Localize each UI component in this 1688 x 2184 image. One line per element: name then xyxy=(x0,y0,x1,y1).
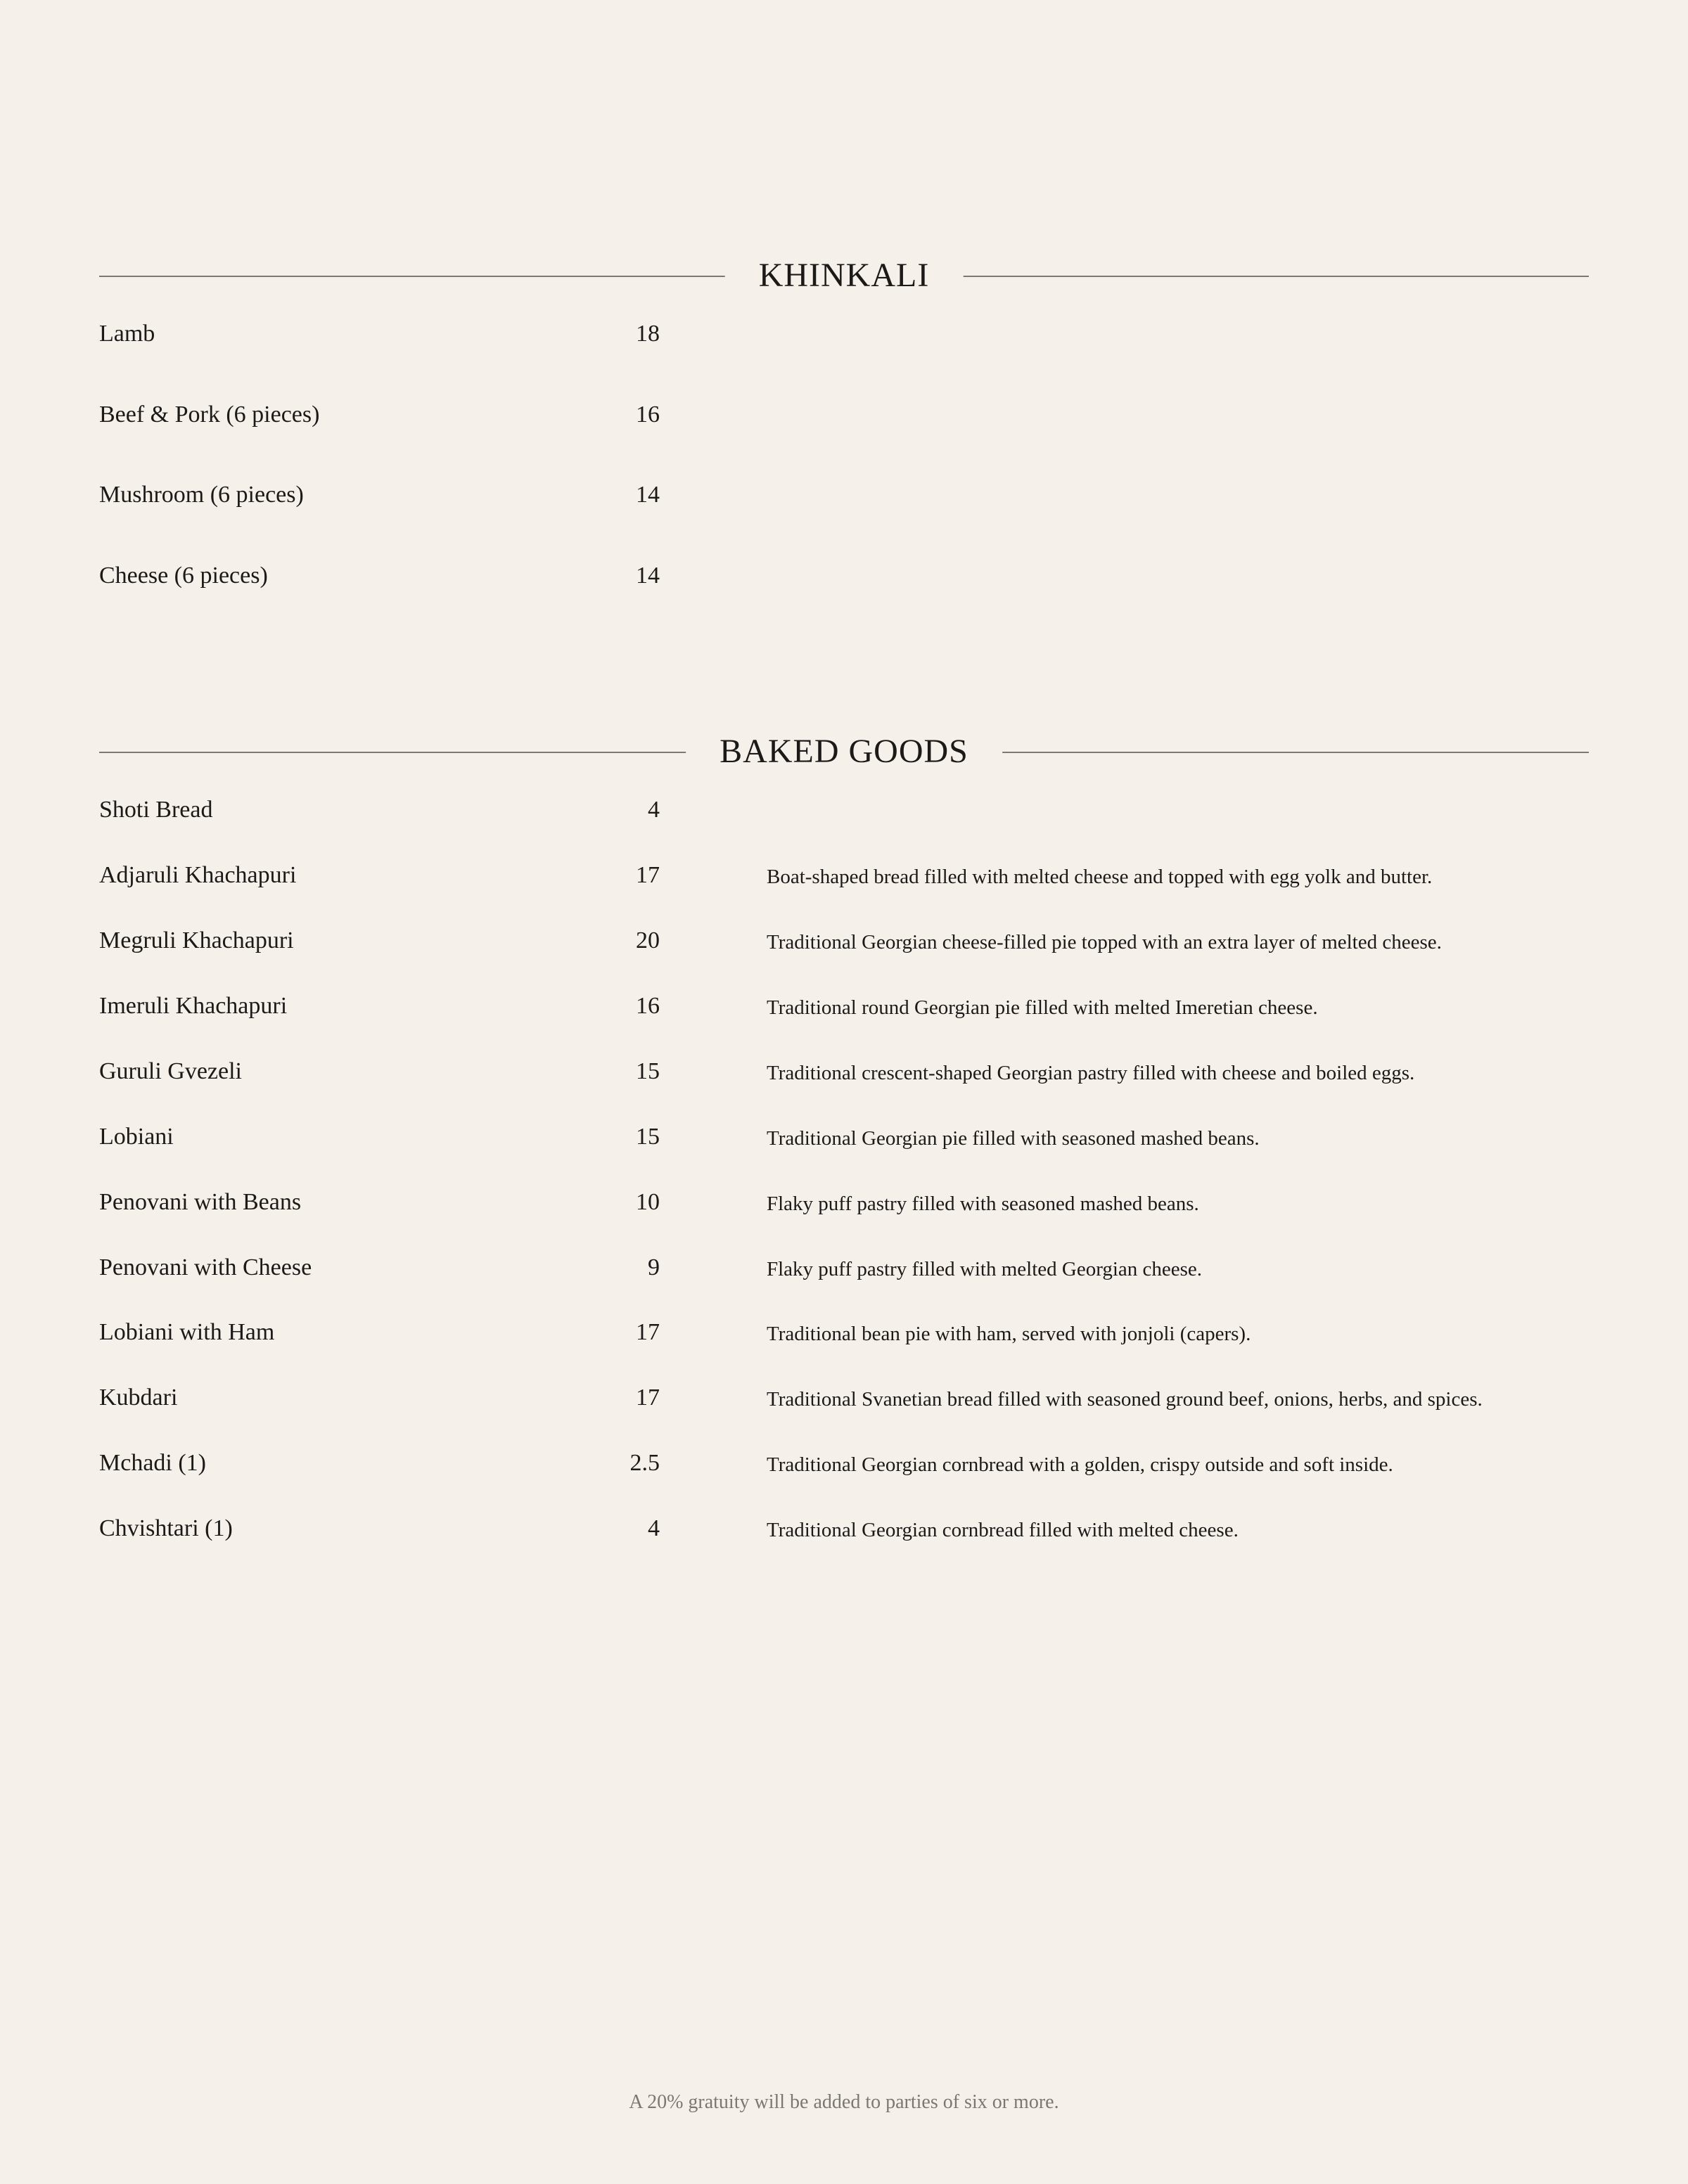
item-description: Traditional Georgian cornbread filled with melted cheese. xyxy=(767,1519,1239,1541)
item-name: Shoti Bread xyxy=(99,797,213,823)
item-name: Guruli Gvezeli xyxy=(99,1058,242,1084)
menu-item xyxy=(99,313,1589,355)
menu-item xyxy=(99,1181,1589,1223)
item-price: 15 xyxy=(636,1058,660,1084)
item-price: 18 xyxy=(636,321,660,347)
menu-item xyxy=(99,789,1589,831)
item-name: Lobiani xyxy=(99,1124,174,1150)
item-name: Chvishtari (1) xyxy=(99,1515,233,1541)
item-price: 10 xyxy=(636,1189,660,1215)
item-name: Mchadi (1) xyxy=(99,1450,207,1476)
item-name: Megruli Khachapuri xyxy=(99,927,294,953)
menu-item xyxy=(99,1247,1589,1289)
item-name: Beef & Pork (6 pieces) xyxy=(99,402,320,428)
item-name: Mushroom (6 pieces) xyxy=(99,482,304,508)
item-description: Flaky puff pastry filled with seasoned mashed beans. xyxy=(767,1193,1199,1215)
item-name: Penovani with Beans xyxy=(99,1189,302,1215)
item-name: Lobiani with Ham xyxy=(99,1319,275,1345)
item-description: Traditional bean pie with ham, served with jonjoli (capers). xyxy=(767,1323,1251,1345)
item-price: 16 xyxy=(636,993,660,1019)
menu-item xyxy=(99,1116,1589,1158)
item-name: Lamb xyxy=(99,321,155,347)
item-description: Traditional Georgian cornbread with a golden, crispy outside and soft inside. xyxy=(767,1453,1393,1476)
menu-item xyxy=(99,920,1589,962)
menu-item xyxy=(99,394,1589,436)
item-name: Kubdari xyxy=(99,1385,178,1411)
section-header-baked-goods xyxy=(99,724,1589,780)
item-description: Traditional Svanetian bread filled with seasoned ground beef, onions, herbs, and spices. xyxy=(767,1388,1483,1411)
item-name: Cheese (6 pieces) xyxy=(99,563,268,589)
menu-item xyxy=(99,1311,1589,1354)
item-price: 20 xyxy=(636,927,660,953)
item-price: 2.5 xyxy=(629,1450,660,1476)
menu-item xyxy=(99,854,1589,897)
menu-item xyxy=(99,1051,1589,1093)
section-title: BAKED GOODS xyxy=(686,724,1002,780)
item-price: 15 xyxy=(636,1124,660,1150)
item-description: Boat-shaped bread filled with melted cheese and topped with egg yolk and butter. xyxy=(767,866,1433,888)
section-title: KHINKALI xyxy=(725,248,964,304)
item-name: Penovani with Cheese xyxy=(99,1254,312,1280)
menu-item xyxy=(99,1377,1589,1419)
gratuity-note: A 20% gratuity will be added to parties of six or more. xyxy=(629,2091,1059,2113)
menu-item xyxy=(99,1508,1589,1550)
item-description: Traditional crescent-shaped Georgian pastry filled with cheese and boiled eggs. xyxy=(767,1062,1415,1084)
item-name: Adjaruli Khachapuri xyxy=(99,862,297,888)
item-description: Flaky puff pastry filled with melted Georgian cheese. xyxy=(767,1258,1203,1280)
section-header-khinkali xyxy=(99,248,1589,304)
item-price: 17 xyxy=(636,1385,660,1411)
item-price: 4 xyxy=(648,1515,660,1541)
item-price: 14 xyxy=(636,563,660,589)
menu-item xyxy=(99,1442,1589,1484)
item-price: 4 xyxy=(648,797,660,823)
item-name: Imeruli Khachapuri xyxy=(99,993,288,1019)
item-price: 17 xyxy=(636,1319,660,1345)
item-price: 17 xyxy=(636,862,660,888)
menu-item xyxy=(99,555,1589,597)
item-description: Traditional round Georgian pie filled with melted Imeretian cheese. xyxy=(767,996,1318,1019)
menu-item xyxy=(99,474,1589,516)
item-price: 16 xyxy=(636,402,660,428)
item-price: 14 xyxy=(636,482,660,508)
item-price: 9 xyxy=(648,1254,660,1280)
item-description: Traditional Georgian pie filled with seasoned mashed beans. xyxy=(767,1127,1260,1150)
menu-item xyxy=(99,985,1589,1027)
item-description: Traditional Georgian cheese-filled pie topped with an extra layer of melted cheese. xyxy=(767,931,1442,953)
